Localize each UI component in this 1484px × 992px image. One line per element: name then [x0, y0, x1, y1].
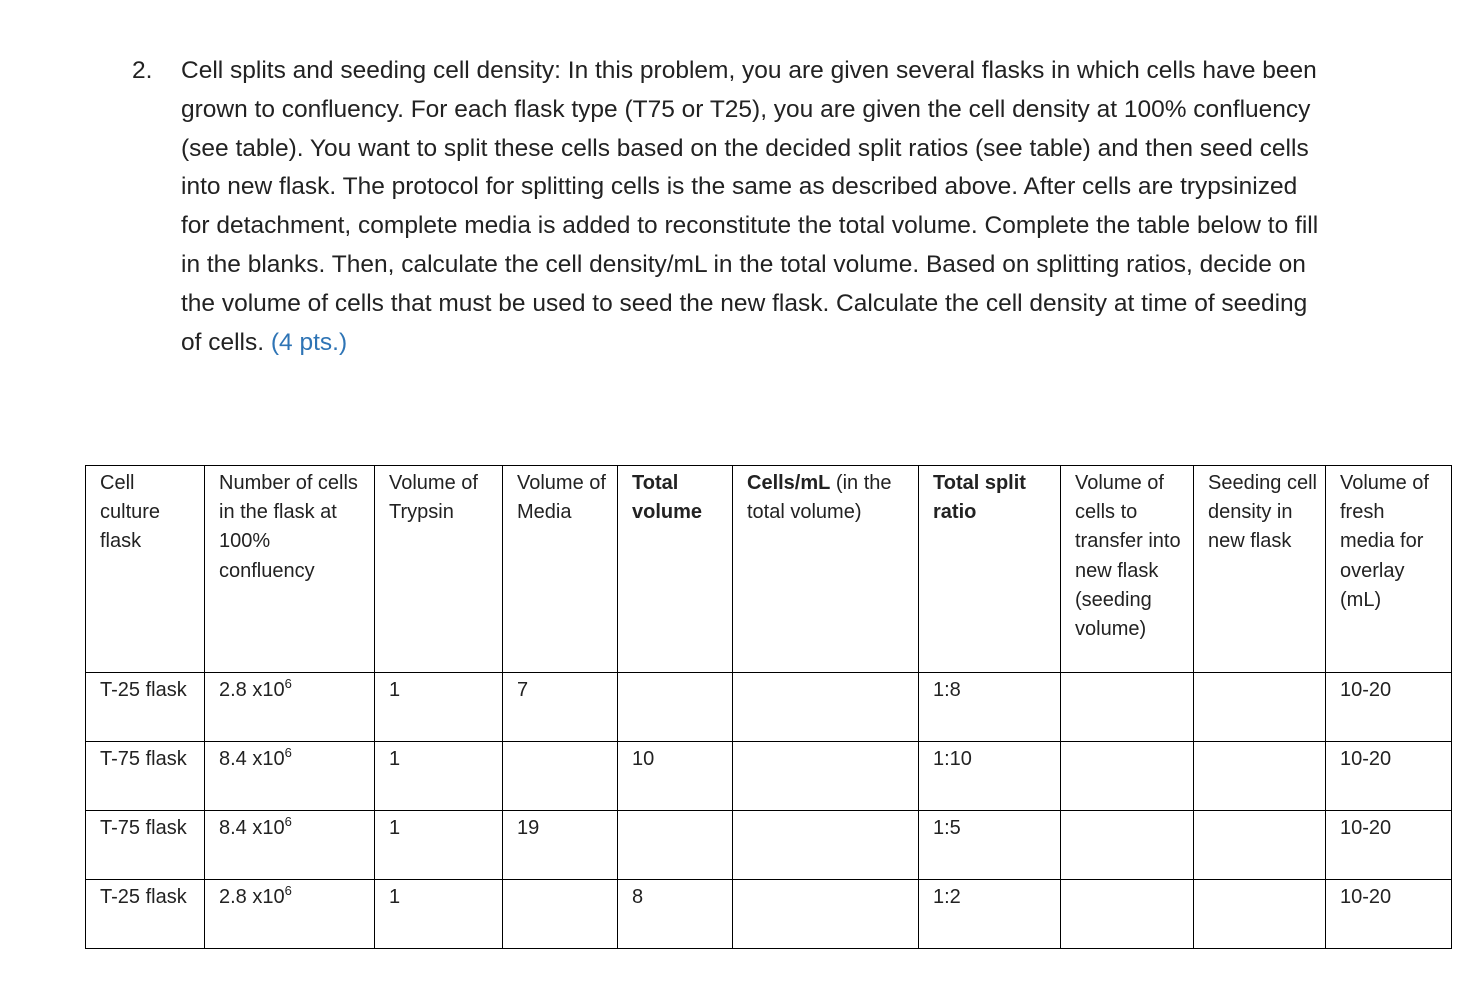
cell-total-volume[interactable]: 8: [618, 880, 733, 949]
cell-fresh-media: 10-20: [1326, 673, 1452, 742]
cell-cells: [205, 880, 375, 949]
cell-cells-ml[interactable]: [733, 673, 919, 742]
cell-seed-density[interactable]: [1194, 880, 1326, 949]
cell-media[interactable]: [503, 742, 618, 811]
cell-total-volume[interactable]: [618, 811, 733, 880]
cells-exponent: 6: [284, 814, 292, 829]
cell-trypsin: 1: [375, 880, 503, 949]
table-row: [86, 673, 1452, 742]
cells-exponent: 6: [284, 883, 292, 898]
cell-split-ratio: 1:2: [919, 880, 1061, 949]
cell-flask: T-25 flask: [86, 673, 205, 742]
header-fresh-media: Volume of fresh media for overlay (mL): [1326, 466, 1452, 673]
header-cells: Number of cells in the flask at 100% confluency: [205, 466, 375, 673]
cell-cells: [205, 673, 375, 742]
cell-flask: T-75 flask: [86, 742, 205, 811]
question-points: (4 pts.): [270, 328, 348, 356]
cell-seed-volume[interactable]: [1061, 742, 1194, 811]
cell-split-ratio: 1:8: [919, 673, 1061, 742]
cell-fresh-media: 10-20: [1326, 880, 1452, 949]
cell-media[interactable]: [503, 880, 618, 949]
cell-seed-density[interactable]: [1194, 811, 1326, 880]
cell-cells: [205, 811, 375, 880]
question-body: Cell splits and seeding cell density: In this problem, you are given several flasks in which cells have been grown to confluency. For each flask type (T75 or T25), you are given the cell density at 100% confluency (see table). You want to split these cells based on the decided split ratios (see table) and then seed cells into new flask. The protocol for splitting cells is the same as described above. After cells are trypsinized for detachment, complete media is added to reconstitute the total volume. Complete the table below to fill in the blanks. Then, calculate the cell density/mL in the total volume. Based on splitting ratios, decide on the volume of cells that must be used to seed the new flask. Calculate the cell density at time of seeding of cells.: [181, 57, 1319, 356]
header-flask: Cell culture flask: [86, 466, 205, 673]
cell-total-volume[interactable]: [618, 673, 733, 742]
cell-media[interactable]: 19: [503, 811, 618, 880]
cell-seed-volume[interactable]: [1061, 811, 1194, 880]
cell-split-table: [85, 465, 1452, 949]
table-header-row: [86, 466, 1452, 673]
cell-flask: T-25 flask: [86, 880, 205, 949]
header-split-ratio: Total split ratio: [919, 466, 1061, 673]
cell-fresh-media: 10-20: [1326, 811, 1452, 880]
table-row: [86, 811, 1452, 880]
cells-base: 8.4 x10: [219, 817, 285, 839]
question-number: 2.: [132, 57, 153, 84]
cell-cells-ml[interactable]: [733, 742, 919, 811]
question-text: [181, 52, 1331, 362]
cell-flask: T-75 flask: [86, 811, 205, 880]
header-seed-density: Seeding cell density in new flask: [1194, 466, 1326, 673]
header-seed-volume: Volume of cells to transfer into new flask (seeding volume): [1061, 466, 1194, 673]
cell-split-ratio: 1:5: [919, 811, 1061, 880]
cell-trypsin: 1: [375, 742, 503, 811]
cell-seed-volume[interactable]: [1061, 673, 1194, 742]
cell-cells-ml[interactable]: [733, 811, 919, 880]
header-total-volume: Total volume: [618, 466, 733, 673]
table-row: [86, 880, 1452, 949]
header-cells-ml-rest: (in the total volume): [747, 472, 892, 524]
cell-split-ratio: 1:10: [919, 742, 1061, 811]
cell-cells: [205, 742, 375, 811]
header-media: Volume of Media: [503, 466, 618, 673]
table-row: [86, 742, 1452, 811]
cell-trypsin: 1: [375, 811, 503, 880]
cells-base: 8.4 x10: [219, 748, 285, 770]
cells-exponent: 6: [284, 676, 292, 691]
cell-total-volume[interactable]: 10: [618, 742, 733, 811]
cells-base: 2.8 x10: [219, 679, 285, 701]
header-trypsin: Volume of Trypsin: [375, 466, 503, 673]
header-cells-ml-bold: Cells/mL: [747, 472, 831, 494]
cell-seed-density[interactable]: [1194, 742, 1326, 811]
cell-seed-density[interactable]: [1194, 673, 1326, 742]
cell-cells-ml[interactable]: [733, 880, 919, 949]
cell-seed-volume[interactable]: [1061, 880, 1194, 949]
cell-media[interactable]: 7: [503, 673, 618, 742]
cells-exponent: 6: [284, 745, 292, 760]
cell-trypsin: 1: [375, 673, 503, 742]
header-cells-ml: [733, 466, 919, 673]
cells-base: 2.8 x10: [219, 886, 285, 908]
cell-fresh-media: 10-20: [1326, 742, 1452, 811]
